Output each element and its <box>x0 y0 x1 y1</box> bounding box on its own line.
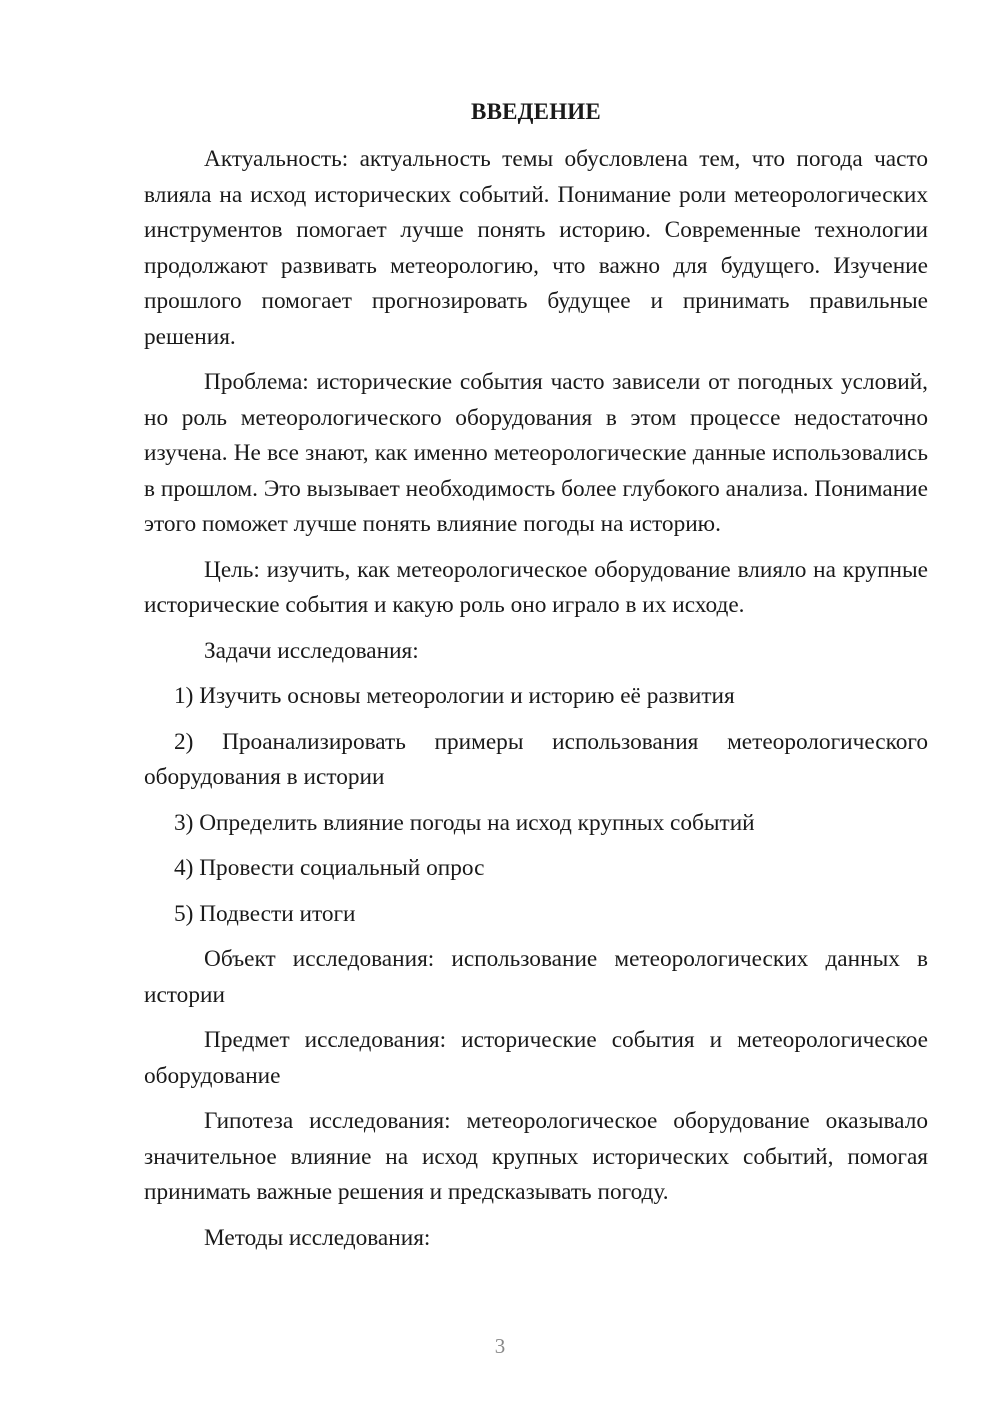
paragraph-methods: Методы исследования: <box>204 1224 431 1251</box>
paragraph-problem: Проблема: исторические события часто зависели от погодных условий, но роль метеорологического оборудования в этом процессе недостаточно изучена. Не все знают, как именно метеорологические данные использовались в прошлом. Это вызывает необходимость более глубокого анализа. Понимание этого поможет лучше понять влияние погоды на историю. <box>144 369 928 537</box>
paragraph-tasks-heading: Задачи исследования: <box>204 637 419 664</box>
list-item: 5) Подвести итоги <box>174 900 356 927</box>
list-item: 4) Провести социальный опрос <box>174 855 485 881</box>
paragraph-hypothesis: Гипотеза исследования: метеорологическое оборудование оказывало значительное влияние на исход крупных исторических событий, помогая принимать важные решения и предсказывать погоду. <box>144 1108 928 1205</box>
list-item: 1) Изучить основы метеорологии и историю её развития <box>174 683 735 709</box>
section-title: ВВЕДЕНИЕ <box>471 99 601 124</box>
list-item: 2) Проанализировать примеры использования метеорологического оборудования в истории <box>144 728 928 790</box>
paragraph-goal: Цель: изучить, как метеорологическое оборудование влияло на крупные исторические события и какую роль оно играло в их исходе. <box>144 556 928 618</box>
list-item: 3) Определить влияние погоды на исход крупных событий <box>174 809 755 836</box>
paragraph-object: Объект исследования: использование метеорологических данных в истории <box>144 946 928 1008</box>
document-body <box>144 142 928 1266</box>
paragraph-relevance: Актуальность: актуальность темы обусловлена тем, что погода часто влияла на исход исторических событий. Понимание роли метеорологических инструментов помогает лучше понять историю. Современные технологии продолжают развивать метеорологию, что важно для будущего. Изучение прошлого помогает прогнозировать будущее и принимать правильные решения. <box>144 146 928 350</box>
page-number: 3 <box>494 1334 506 1358</box>
paragraph-subject: Предмет исследования: исторические события и метеорологическое оборудование <box>144 1027 928 1089</box>
